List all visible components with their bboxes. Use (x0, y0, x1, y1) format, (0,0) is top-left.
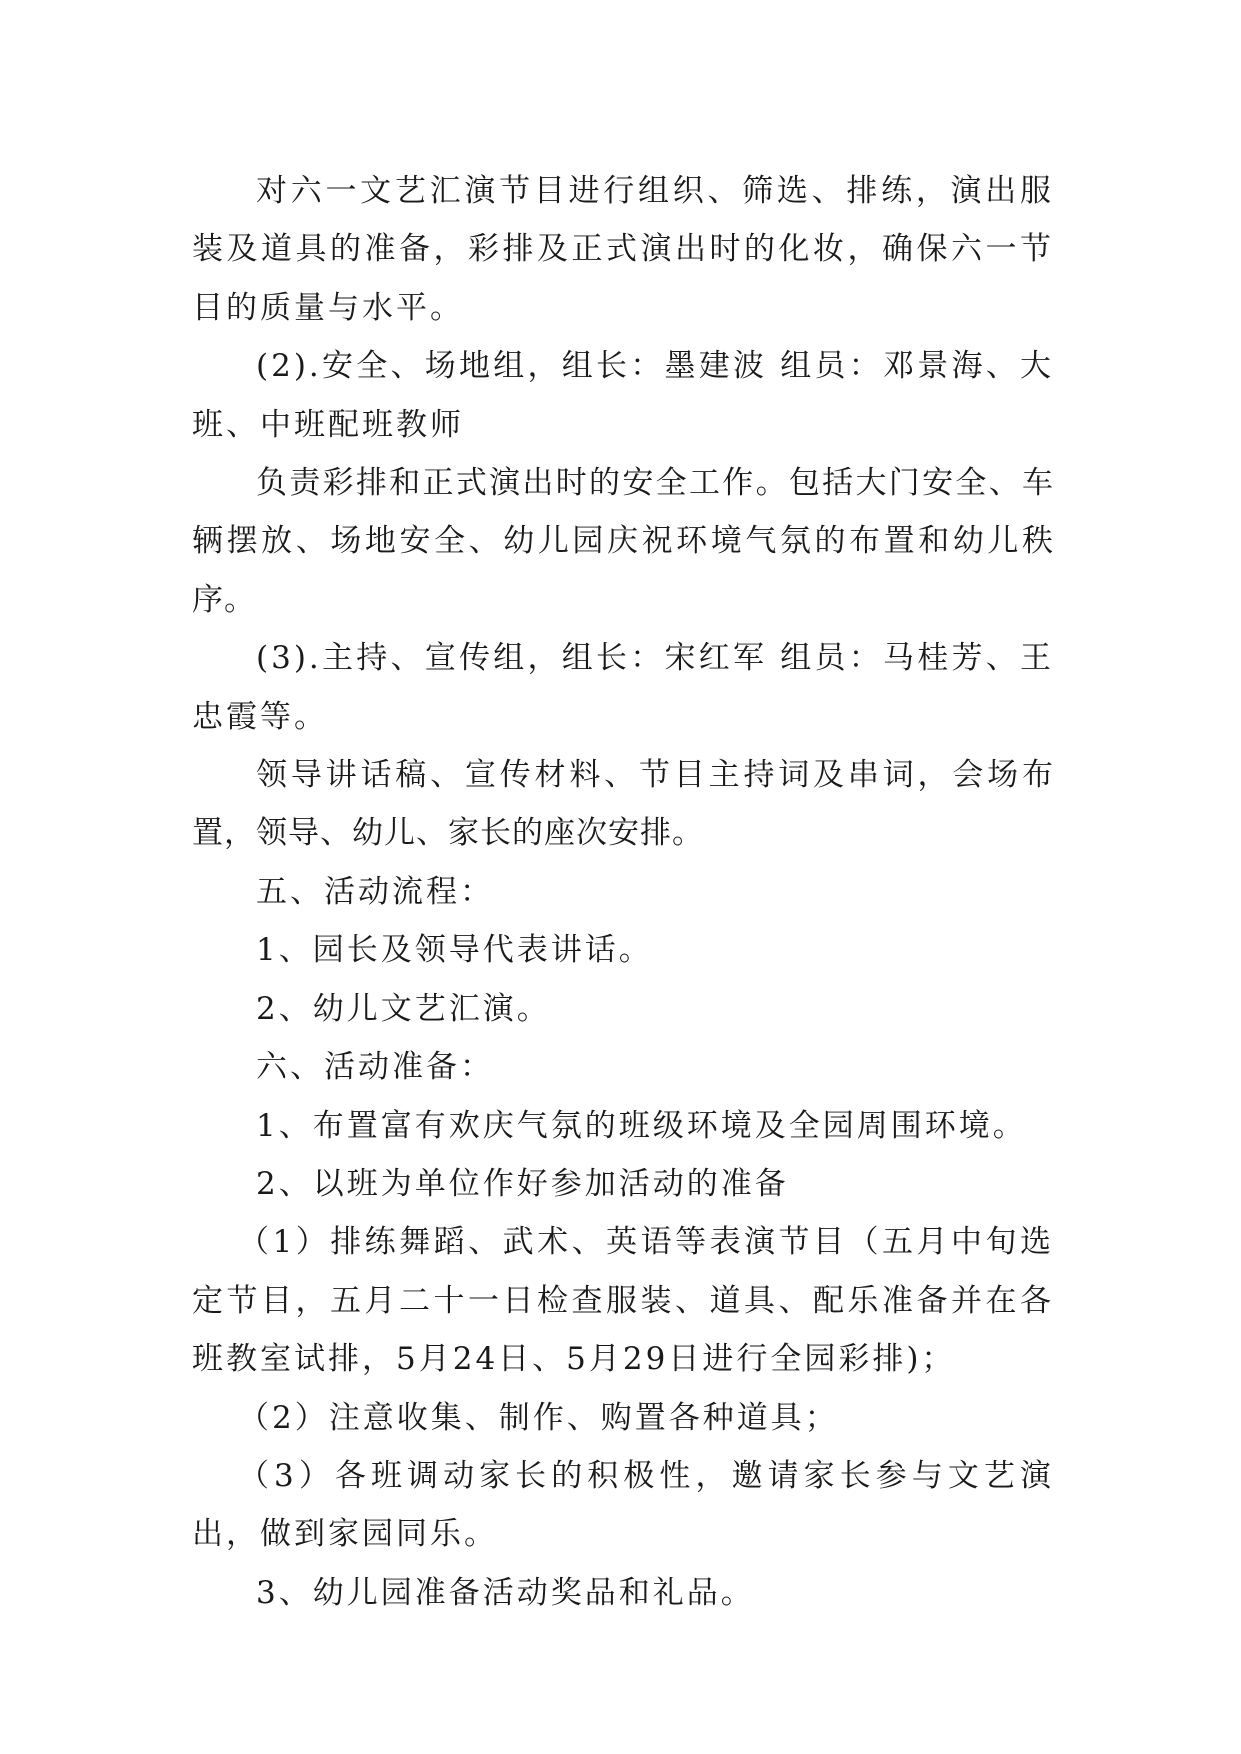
list-item-process-1: 1、园长及领导代表讲话。 (256, 932, 653, 969)
paragraph-host-duties: 领导讲话稿、宣传材料、节目主持词及串词，会场布置，领导、幼儿、家长的座次安排。 (192, 757, 1054, 852)
paragraph-host-publicity-group: (3).主持、宣传组，组长：宋红军 组员：马桂芳、王忠霞等。 (192, 640, 1054, 735)
paragraph-safety-venue-group: (2).安全、场地组，组长：墨建波 组员：邓景海、大班、中班配班教师 (192, 348, 1054, 443)
sub-item-props: （2）注意收集、制作、购置各种道具； (238, 1399, 839, 1436)
list-item-preparation-2: 2、以班为单位作好参加活动的准备 (256, 1165, 789, 1202)
heading-activity-process: 五、活动流程： (256, 873, 494, 910)
sub-item-parents: （3）各班调动家长的积极性，邀请家长参与文艺演出，做到家园同乐。 (192, 1457, 1054, 1553)
paragraph-safety-duties: 负责彩排和正式演出时的安全工作。包括大门安全、车辆摆放、场地安全、幼儿园庆祝环境气氛的布置和幼儿秩序。 (192, 465, 1054, 618)
heading-activity-preparation: 六、活动准备： (256, 1049, 494, 1086)
list-item-process-2: 2、幼儿文艺汇演。 (256, 990, 551, 1027)
document-body (192, 162, 1054, 1622)
paragraph-program-organization: 对六一文艺汇演节目进行组织、筛选、排练，演出服装及道具的准备，彩排及正式演出时的化妆，确保六一节目的质量与水平。 (192, 173, 1054, 326)
sub-item-rehearsal: （1）排练舞蹈、武术、英语等表演节目（五月中旬选定节目，五月二十一日检查服装、道具、配乐准备并在各班教室试排，5月24日、5月29日进行全园彩排)； (192, 1224, 1054, 1378)
list-item-preparation-3: 3、幼儿园准备活动奖品和礼品。 (256, 1574, 755, 1611)
list-item-preparation-1: 1、布置富有欢庆气氛的班级环境及全园周围环境。 (256, 1107, 1027, 1144)
